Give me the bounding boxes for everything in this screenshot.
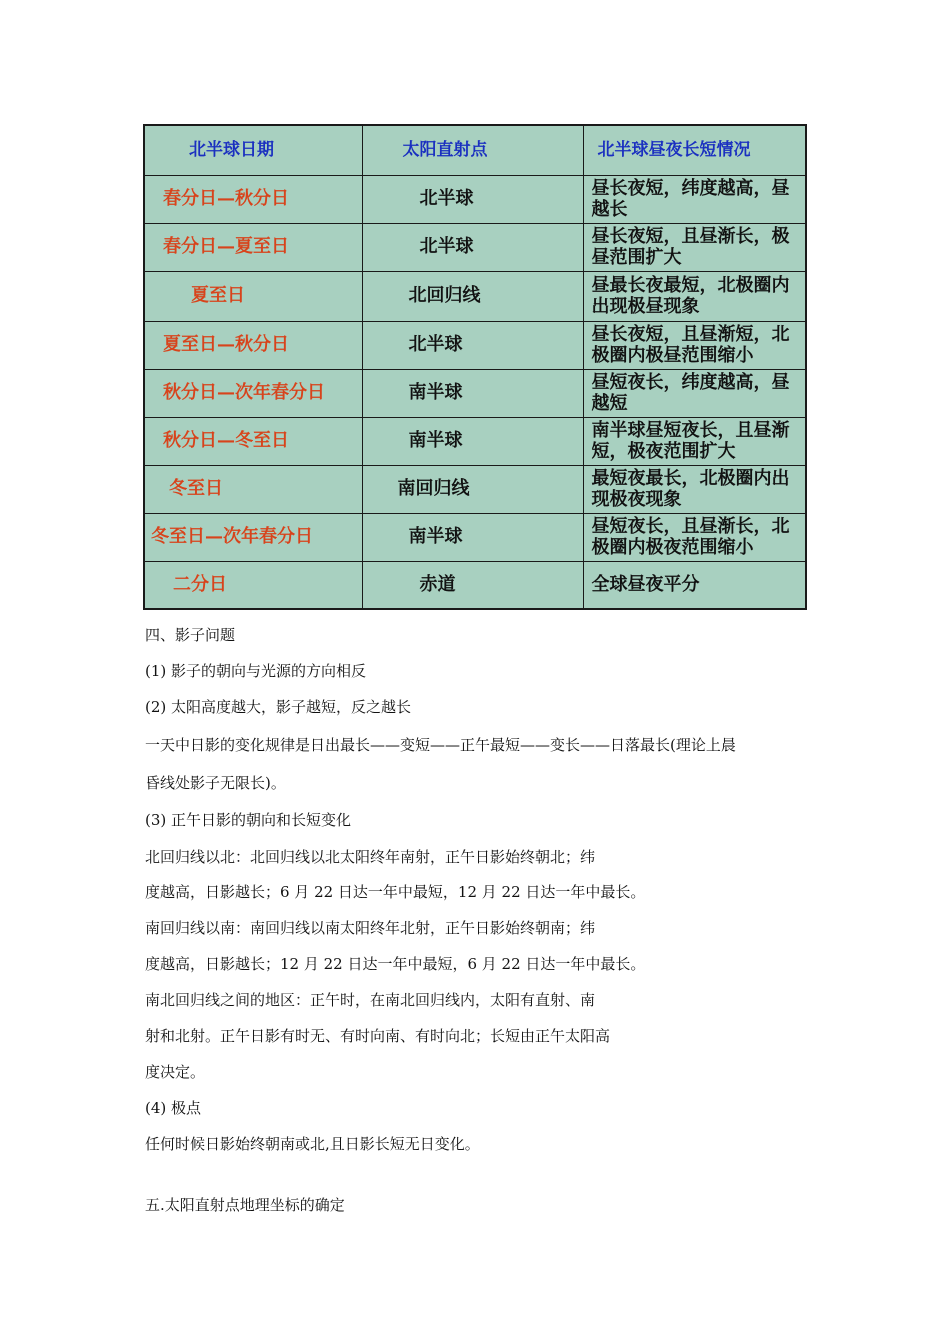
row-desc: 最短夜最长，北极圈内出现极夜现象 xyxy=(583,465,806,513)
paragraph: (3) 正午日影的朝向和长短变化 xyxy=(145,811,352,829)
header-point: 太阳直射点 xyxy=(362,125,583,175)
paragraph: 度决定。 xyxy=(145,1063,206,1081)
paragraph: 北回归线以北：北回归线以北太阳终年南射，正午日影始终朝北；纬 xyxy=(145,848,596,866)
row-date: 冬至日—次年春分日 xyxy=(144,513,362,561)
table-row xyxy=(144,321,806,369)
table-row xyxy=(144,417,806,465)
row-point: 赤道 xyxy=(362,561,583,609)
row-point: 北半球 xyxy=(362,175,583,223)
row-date: 夏至日 xyxy=(144,271,362,321)
header-date: 北半球日期 xyxy=(144,125,362,175)
paragraph: 一天中日影的变化规律是日出最长——变短——正午最短——变长——日落最长(理论上晨 xyxy=(145,736,736,754)
table-row xyxy=(144,271,806,321)
paragraph: (4) 极点 xyxy=(145,1099,202,1117)
table-row xyxy=(144,175,806,223)
row-date: 春分日—夏至日 xyxy=(144,223,362,271)
row-point: 南半球 xyxy=(362,513,583,561)
row-desc: 南半球昼短夜长，且昼渐短，极夜范围扩大 xyxy=(583,417,806,465)
paragraph: (2) 太阳高度越大，影子越短，反之越长 xyxy=(145,698,412,716)
table-row xyxy=(144,465,806,513)
day-night-table xyxy=(143,124,807,610)
row-desc: 昼最长夜最短，北极圈内出现极昼现象 xyxy=(583,271,806,321)
header-desc: 北半球昼夜长短情况 xyxy=(583,125,806,175)
row-point: 南半球 xyxy=(362,369,583,417)
row-date: 夏至日—秋分日 xyxy=(144,321,362,369)
row-desc: 昼短夜长，且昼渐长，北极圈内极夜范围缩小 xyxy=(583,513,806,561)
row-point: 南回归线 xyxy=(362,465,583,513)
row-date: 二分日 xyxy=(144,561,362,609)
section-heading-subsolar: 五.太阳直射点地理坐标的确定 xyxy=(145,1196,345,1214)
row-point: 南半球 xyxy=(362,417,583,465)
row-date: 秋分日—冬至日 xyxy=(144,417,362,465)
row-date: 春分日—秋分日 xyxy=(144,175,362,223)
paragraph: 射和北射。正午日影有时无、有时向南、有时向北；长短由正午太阳高 xyxy=(145,1027,611,1045)
table-row xyxy=(144,369,806,417)
row-desc: 全球昼夜平分 xyxy=(583,561,806,609)
paragraph: 任何时候日影始终朝南或北,且日影长短无日变化。 xyxy=(145,1135,480,1153)
paragraph: 昏线处影子无限长)。 xyxy=(145,774,286,792)
row-desc: 昼长夜短，且昼渐短，北极圈内极昼范围缩小 xyxy=(583,321,806,369)
table-row xyxy=(144,223,806,271)
row-date: 冬至日 xyxy=(144,465,362,513)
row-desc: 昼短夜长，纬度越高，昼越短 xyxy=(583,369,806,417)
row-desc: 昼长夜短，纬度越高，昼越长 xyxy=(583,175,806,223)
row-point: 北半球 xyxy=(362,321,583,369)
row-desc: 昼长夜短，且昼渐长，极昼范围扩大 xyxy=(583,223,806,271)
row-point: 北回归线 xyxy=(362,271,583,321)
row-date: 秋分日—次年春分日 xyxy=(144,369,362,417)
paragraph: (1) 影子的朝向与光源的方向相反 xyxy=(145,662,367,680)
paragraph: 度越高，日影越长；6 月 22 日达一年中最短，12 月 22 日达一年中最长。 xyxy=(145,883,646,901)
paragraph: 南北回归线之间的地区：正午时，在南北回归线内，太阳有直射、南 xyxy=(145,991,596,1009)
table-row xyxy=(144,561,806,609)
section-heading-shadow: 四、影子问题 xyxy=(145,626,236,644)
table-row xyxy=(144,513,806,561)
paragraph: 南回归线以南：南回归线以南太阳终年北射，正午日影始终朝南；纬 xyxy=(145,919,596,937)
paragraph: 度越高，日影越长；12 月 22 日达一年中最短，6 月 22 日达一年中最长。 xyxy=(145,955,646,973)
row-point: 北半球 xyxy=(362,223,583,271)
